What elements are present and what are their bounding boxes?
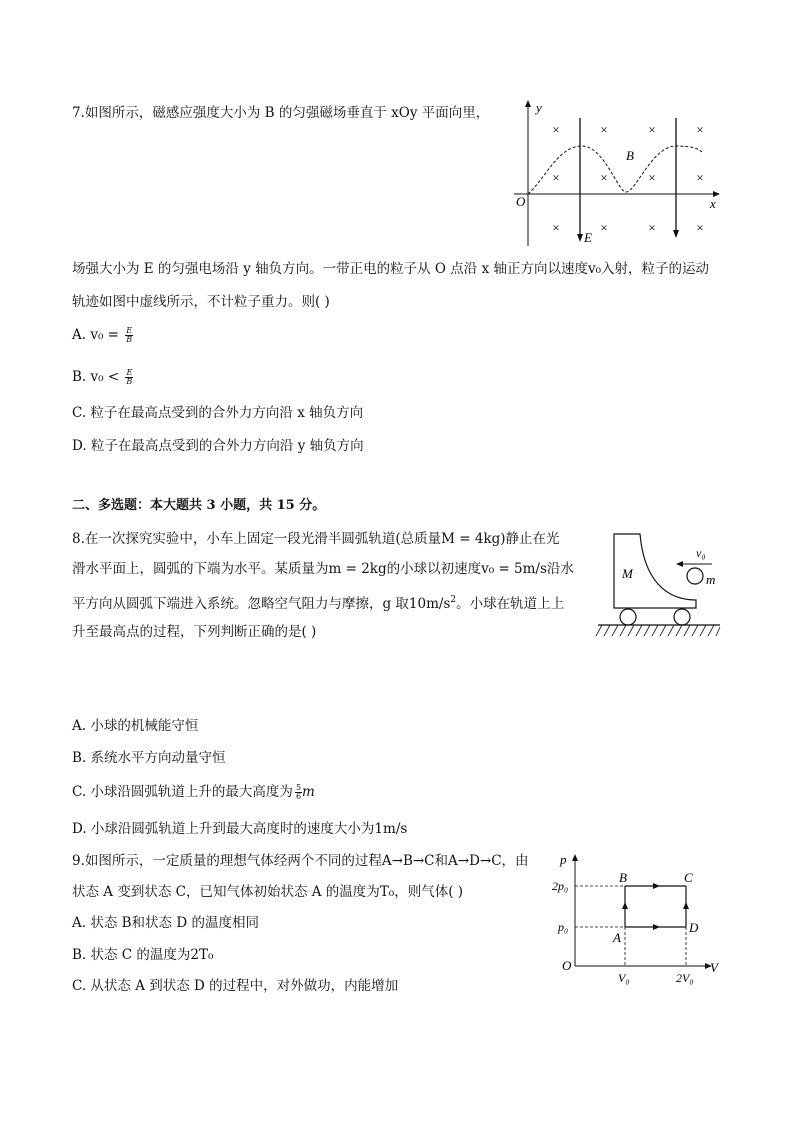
q8-stem-line3-main: 平方向从圆弧下端进入系统。忽略空气阻力与摩擦，g 取10m/s (72, 596, 451, 612)
q8-option-a: A. 小球的机械能守恒 (72, 718, 199, 734)
q7-cross: × (696, 170, 704, 185)
q7-label-o: O (516, 194, 526, 209)
q8-stem-line4: 升至最高点的过程，下列判断正确的是( ) (72, 624, 317, 640)
q8-option-c-prefix: C. 小球沿圆弧轨道上升的最大高度为 (72, 784, 293, 800)
q9-arrow-ab (622, 902, 628, 909)
q7-option-b-prefix: B. v₀ < (72, 369, 124, 385)
q9-label-d: D (689, 920, 699, 935)
q9-label-b: B (619, 870, 627, 885)
q9-label-c: C (684, 870, 693, 885)
q9-option-a: A. 状态 B和状态 D 的温度相同 (72, 915, 259, 931)
q9-stem-line1: 9.如图所示，一定质量的理想气体经两个不同的过程A→B→C和A→D→C，由 (72, 853, 529, 869)
q7-label-e: E (584, 230, 592, 245)
q8-stem-line3 (72, 591, 564, 613)
q8-option-c-fraction (295, 784, 302, 801)
q7-cross: × (648, 170, 656, 185)
q7-label-b: B (626, 148, 634, 163)
q7-cross: × (552, 122, 560, 137)
q8-wheel-left (620, 609, 636, 625)
q8-stem-line3-end: 。小球在轨道上上 (456, 596, 565, 612)
q8-stem-line1: 8.在一次探究实验中，小车上固定一段光滑半圆弧轨道(总质量M = 4kg)静止在光 (72, 531, 560, 547)
q8-stem-line2: 滑水平面上，圆弧的下端为水平。某质量为m = 2kg的小球以初速度v₀ = 5m/s沿水 (72, 561, 574, 577)
q8-option-b: B. 系统水平方向动量守恒 (72, 750, 226, 766)
q9-label-o: O (562, 958, 572, 973)
q8-option-c (72, 783, 315, 801)
q9-option-b: B. 状态 C 的温度为2T₀ (72, 947, 214, 963)
q8-velocity-arrowhead (676, 561, 683, 567)
q9-label-p: p (560, 852, 567, 867)
q9-label-2v0: 2V₀ (676, 971, 694, 985)
q9-option-c: C. 从状态 A 到状态 D 的过程中，对外做功，内能增加 (72, 978, 399, 994)
q8-label-m: m (706, 572, 716, 587)
q7-option-a-denominator: B (126, 335, 133, 344)
q7-e-arrow-2 (673, 230, 679, 238)
q7-cross: × (696, 220, 704, 235)
q7-option-b (72, 368, 133, 386)
q7-label-x: x (710, 196, 716, 211)
q7-label-y: y (536, 100, 542, 115)
q7-cross: × (552, 170, 560, 185)
q7-option-a (72, 326, 133, 344)
q7-option-a-prefix: A. v₀ = (72, 327, 124, 343)
q7-stem-line3: 轨迹如图中虚线所示，不计粒子重力。则( ) (72, 294, 330, 310)
q7-option-a-fraction (125, 327, 133, 344)
q9-label-V: V (710, 960, 718, 975)
q7-option-b-fraction (125, 369, 133, 386)
q8-cart-figure (594, 528, 724, 646)
q7-y-arrow (525, 100, 531, 107)
q8-label-v0: v₀ (696, 546, 706, 560)
q9-arrow-ad (653, 924, 660, 930)
q7-cross: × (600, 220, 608, 235)
q8-option-c-unit: m (302, 784, 315, 800)
q8-stem-line3-exponent: 2 (450, 595, 457, 605)
q8-ground-hatching (596, 625, 720, 636)
q8-label-M: M (622, 566, 633, 581)
q7-cross: × (552, 220, 560, 235)
q7-cross: × (648, 220, 656, 235)
q9-arrow-dc (683, 902, 689, 909)
q8-ball (687, 568, 703, 584)
q8-option-d: D. 小球沿圆弧轨道上升到最大高度时的速度大小为1m/s (72, 821, 408, 837)
q9-p-arrow (572, 854, 578, 861)
q7-field-figure (508, 96, 724, 252)
q7-option-c: C. 粒子在最高点受到的合外力方向沿 x 轴负方向 (72, 405, 364, 421)
q9-arrow-bc (653, 883, 660, 889)
q9-label-p0: p₀ (558, 920, 569, 934)
q7-cross: × (600, 122, 608, 137)
q9-pv-diagram (548, 850, 728, 986)
q7-cross: × (696, 122, 704, 137)
q7-option-b-denominator: B (126, 377, 133, 386)
q7-e-arrow-1 (577, 234, 583, 242)
q8-option-c-numerator: 5 (295, 783, 302, 792)
q7-option-b-numerator: E (126, 368, 133, 377)
q9-label-v0: V₀ (618, 971, 630, 985)
q8-wheel-right (674, 609, 690, 625)
q7-option-a-numerator: E (126, 326, 133, 335)
q9-label-a: A (613, 930, 621, 945)
q7-stem-line1: 7.如图所示，磁感应强度大小为 B 的匀强磁场垂直于 xOy 平面向里， (72, 105, 490, 121)
q9-label-2p0: 2p₀ (552, 879, 569, 893)
q7-cross: × (600, 170, 608, 185)
q7-stem-line2: 场强大小为 E 的匀强电场沿 y 轴负方向。一带正电的粒子从 O 点沿 x 轴正方向以速度v₀入射，粒子的运动 (72, 261, 710, 277)
q9-stem-line2: 状态 A 变到状态 C，已知气体初始状态 A 的温度为T₀，则气体( ) (72, 884, 464, 900)
q7-option-d: D. 粒子在最高点受到的合外力方向沿 y 轴负方向 (72, 438, 364, 454)
q7-cross: × (648, 122, 656, 137)
q8-option-c-denominator: 6 (295, 792, 302, 801)
section-heading: 二、多选题：本大题共 3 小题，共 15 分。 (72, 498, 326, 513)
